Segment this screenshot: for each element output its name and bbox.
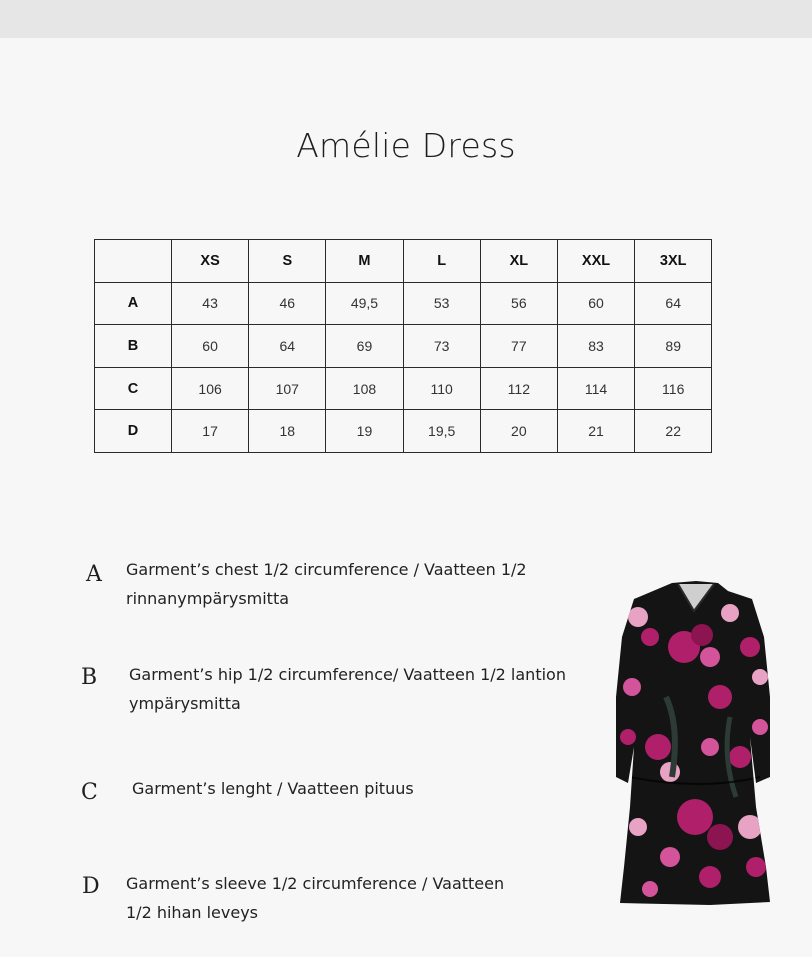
table-cell: 19,5 bbox=[403, 410, 480, 453]
table-cell: 108 bbox=[326, 367, 403, 410]
table-cell: 19 bbox=[326, 410, 403, 453]
legend-letter-a: A bbox=[86, 562, 102, 587]
legend-line: rinnanympärysmitta bbox=[126, 589, 290, 608]
legend-line: Garment’s chest 1/2 circumference / Vaatteen 1/2 bbox=[126, 560, 527, 579]
header-cell-xxl: XXL bbox=[557, 240, 634, 283]
row-label: D bbox=[95, 410, 172, 453]
legend-line: Garment’s sleeve 1/2 circumference / Vaatteen bbox=[126, 874, 505, 893]
size-chart-table bbox=[94, 239, 712, 453]
table-cell: 60 bbox=[172, 325, 249, 368]
table-row bbox=[95, 282, 712, 325]
top-bar bbox=[0, 0, 812, 38]
table-cell: 114 bbox=[557, 367, 634, 410]
legend-line: Garment’s hip 1/2 circumference/ Vaatteen 1/2 lantion bbox=[129, 665, 566, 684]
table-cell: 77 bbox=[480, 325, 557, 368]
header-cell-xs: XS bbox=[172, 240, 249, 283]
table-cell: 60 bbox=[557, 282, 634, 325]
table-cell: 73 bbox=[403, 325, 480, 368]
table-cell: 22 bbox=[635, 410, 712, 453]
row-label: B bbox=[95, 325, 172, 368]
table-cell: 116 bbox=[635, 367, 712, 410]
legend-text-d bbox=[126, 869, 504, 927]
legend-text-b bbox=[129, 660, 566, 718]
table-cell: 56 bbox=[480, 282, 557, 325]
table-cell: 64 bbox=[249, 325, 326, 368]
table-row bbox=[95, 367, 712, 410]
row-label: C bbox=[95, 367, 172, 410]
header-cell-l: L bbox=[403, 240, 480, 283]
header-cell-m: M bbox=[326, 240, 403, 283]
header-cell-empty bbox=[95, 240, 172, 283]
floral-dress-illustration bbox=[610, 577, 788, 909]
row-label: A bbox=[95, 282, 172, 325]
table-cell: 89 bbox=[635, 325, 712, 368]
legend-letter-d: D bbox=[82, 874, 100, 899]
table-cell: 43 bbox=[172, 282, 249, 325]
page-title: Amélie Dress bbox=[296, 126, 516, 165]
table-cell: 17 bbox=[172, 410, 249, 453]
legend-text-c bbox=[132, 774, 414, 803]
table-cell: 83 bbox=[557, 325, 634, 368]
legend-text-a bbox=[126, 555, 527, 613]
legend-line: 1/2 hihan leveys bbox=[126, 903, 258, 922]
table-row bbox=[95, 410, 712, 453]
table-cell: 20 bbox=[480, 410, 557, 453]
header-cell-3xl: 3XL bbox=[635, 240, 712, 283]
table-cell: 21 bbox=[557, 410, 634, 453]
table-cell: 64 bbox=[635, 282, 712, 325]
table-cell: 49,5 bbox=[326, 282, 403, 325]
table-cell: 53 bbox=[403, 282, 480, 325]
header-cell-xl: XL bbox=[480, 240, 557, 283]
table-cell: 112 bbox=[480, 367, 557, 410]
table-cell: 110 bbox=[403, 367, 480, 410]
legend-line: ympärysmitta bbox=[129, 694, 241, 713]
legend-letter-b: B bbox=[81, 665, 98, 690]
table-row bbox=[95, 325, 712, 368]
table-cell: 106 bbox=[172, 367, 249, 410]
table-cell: 46 bbox=[249, 282, 326, 325]
table-cell: 69 bbox=[326, 325, 403, 368]
header-cell-s: S bbox=[249, 240, 326, 283]
table-cell: 18 bbox=[249, 410, 326, 453]
legend-letter-c: C bbox=[81, 780, 98, 805]
table-header-row bbox=[95, 240, 712, 283]
table-cell: 107 bbox=[249, 367, 326, 410]
legend-line: Garment’s lenght / Vaatteen pituus bbox=[132, 779, 414, 798]
